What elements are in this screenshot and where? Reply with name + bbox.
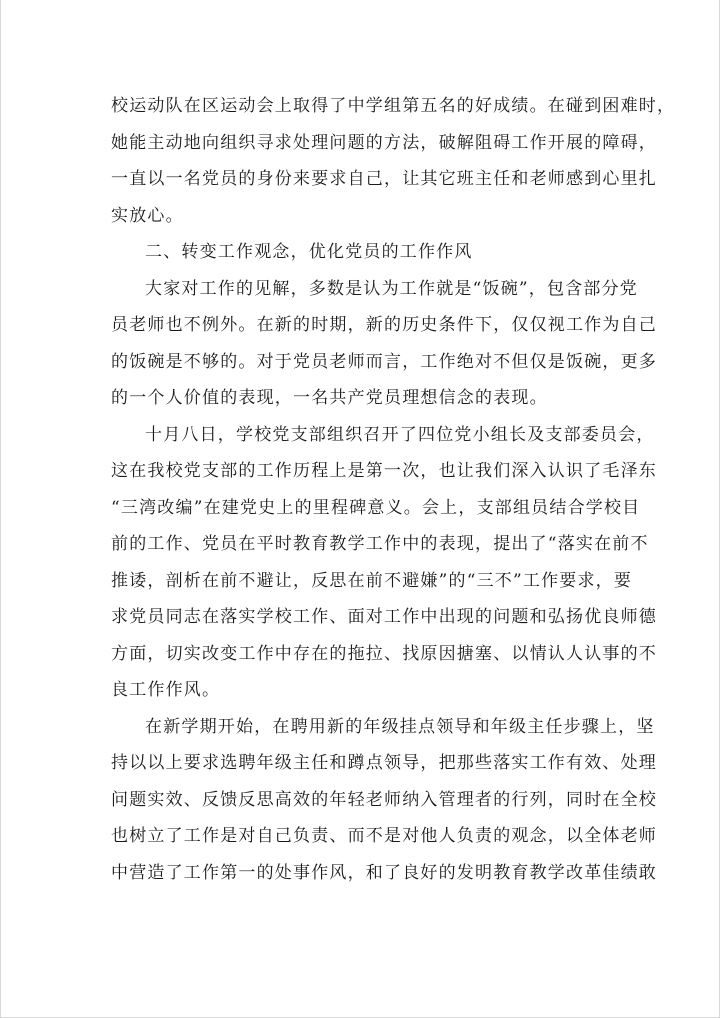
document-body	[111, 88, 676, 891]
text-line: 问题实效、反馈反思高效的年轻老师纳入管理者的行列，同时在全校	[111, 789, 657, 810]
text-line: 一直以一名党员的身份来要求自己，让其它班主任和老师感到心里扎	[111, 169, 657, 189]
paragraph	[111, 271, 657, 417]
section-heading	[111, 234, 616, 271]
text-line: 她能主动地向组织寻求处理问题的方法，破解阻碍工作开展的障碍，	[111, 132, 657, 153]
text-line: 十月八日，学校党支部组织召开了四位党小组长及支部委员会，	[145, 424, 655, 445]
text-line: 方面，切实改变工作中存在的拖拉、找原因搪塞、以情认人认事的不	[111, 643, 657, 664]
paragraph	[111, 417, 657, 709]
text-line: 在新学期开始，在聘用新的年级挂点领导和年级主任步骤上，坚	[145, 716, 655, 737]
text-line: 求党员同志在落实学校工作、面对工作中出现的问题和弘扬优良师德	[111, 607, 657, 627]
text-line: 的一个人价值的表现，一名共产党员理想信念的表现。	[111, 388, 548, 408]
text-line: 大家对工作的见解，多数是认为工作就是“饭碗”，包含部分党	[145, 278, 638, 299]
paragraph	[111, 709, 657, 892]
text-line: 实放心。	[111, 205, 184, 226]
text-line: 前的工作、党员在平时教育教学工作中的表现，提出了“落实在前不	[111, 534, 649, 554]
text-line: 良工作作风。	[111, 680, 221, 700]
heading-text: 二、转变工作观念，优化党员的工作作风	[145, 242, 473, 262]
text-line: 校运动队在区运动会上取得了中学组第五名的好成绩。在碰到困难时，	[111, 96, 676, 116]
text-line: 持以以上要求选聘年级主任和蹲点领导，把那些落实工作有效、处理	[111, 753, 657, 773]
text-line: 这在我校党支部的工作历程上是第一次，也让我们深入认识了毛泽东	[111, 461, 657, 481]
text-line: 中营造了工作第一的处事作风，和了良好的发明教育教学改革佳绩敢	[111, 862, 657, 883]
text-line: 也树立了工作是对自己负责、而不是对他人负责的观念，以全体老师	[111, 826, 657, 846]
text-line: 推诿，剖析在前不避让，反思在前不避嫌”的“三不”工作要求，要	[111, 570, 633, 591]
text-line: 的饭碗是不够的。对于党员老师而言，工作绝对不但仅是饭碗，更多	[111, 351, 657, 372]
text-line: “三湾改编”在建党史上的里程碑意义。会上，支部组员结合学校目	[111, 497, 641, 518]
paragraph	[111, 88, 676, 234]
text-line: 员老师也不例外。在新的时期，新的历史条件下，仅仅视工作为自己	[111, 315, 657, 335]
